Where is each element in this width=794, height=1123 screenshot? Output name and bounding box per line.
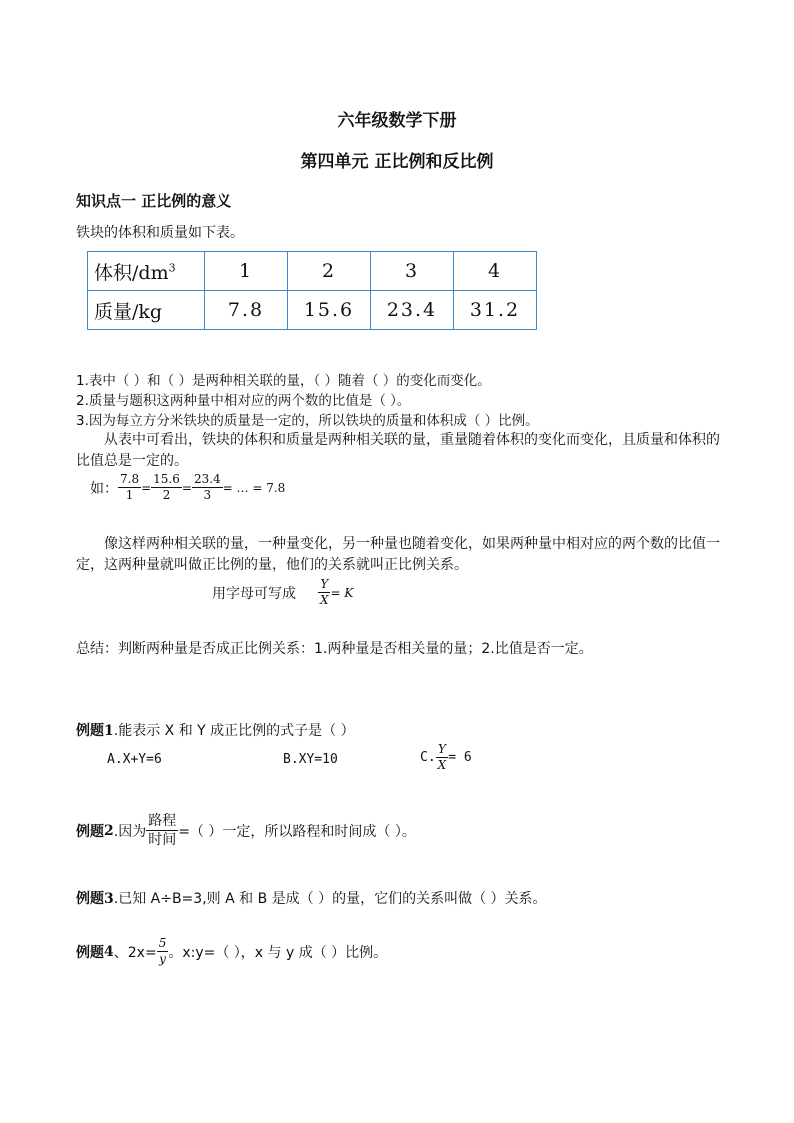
fraction: $\frac{7.8}{1}$	[120, 472, 140, 502]
summary-text: 总结：判断两种量是否成正比例关系：1.两种量是否相关量的量；2.比值是否一定。	[76, 641, 593, 657]
formula-rhs: = K	[330, 585, 354, 600]
formula-label: 用字母可写成	[212, 585, 296, 602]
intro-text: 铁块的体积和质量如下表。	[76, 225, 244, 241]
table-cell: 15.6	[288, 291, 371, 330]
table-cell: 7.8	[205, 291, 288, 330]
explanation-paragraph-2: 像这样两种相关联的量，一种量变化，另一种量也随着变化，如果两种量中相对应的两个数的比值一定，这两种量就叫做正比例的量，他们的关系就叫正比例关系。	[76, 536, 720, 573]
fraction: $\frac{15.6}{2}$	[153, 472, 180, 502]
table-row-mass	[88, 291, 537, 330]
fraction: $\frac{\text{路程}}{\text{时间}}$	[148, 813, 177, 848]
table-cell: 31.2	[454, 291, 537, 330]
option-a: A.X+Y=6	[107, 752, 162, 767]
iron-data-table	[87, 251, 537, 330]
fraction: $\frac{23.4}{3}$	[193, 472, 221, 502]
question-1: 1.表中（ ）和（ ）是两种相关联的量，（ ）随着（ ）的变化而变化。	[76, 373, 491, 389]
table-cell: 4	[454, 252, 537, 291]
example-4: 例题 4 、2x= $\frac{5}{y}$ 。x:y=（ ），x 与 y 成（ ）比例。	[76, 936, 388, 966]
fraction: $\frac{Y}{X}$	[437, 742, 447, 772]
example-1: 例题1.能表示 X 和 Y 成正比例的式子是（ ）	[76, 723, 355, 739]
formula-line	[212, 577, 353, 608]
table-cell: 2	[288, 252, 371, 291]
ratio-example	[90, 472, 285, 503]
option-c: C. $\frac{Y}{X}$ = 6	[420, 742, 472, 772]
equals-sign: =	[181, 480, 192, 495]
unit-title: 第四单元 正比例和反比例	[300, 152, 494, 172]
option-b: B.XY=10	[283, 752, 338, 767]
fraction: $\frac{5}{y}$	[158, 936, 167, 966]
table-row-volume	[88, 252, 537, 291]
table-cell: 1	[205, 252, 288, 291]
page-title: 六年级数学下册	[337, 111, 457, 131]
ratio-result: = … = 7.8	[222, 480, 286, 495]
explanation-paragraph-1: 从表中可看出，铁块的体积和质量是两种相关联的量，重量随着体积的变化而变化，且质量和体积的比值总是一定的。	[76, 432, 720, 469]
knowledge-point-heading: 知识点一 正比例的意义	[76, 192, 232, 210]
formula-fraction: $\frac{Y}{X}$	[320, 577, 329, 607]
table-cell: 3	[371, 252, 454, 291]
table-cell: 23.4	[371, 291, 454, 330]
example-2: 例题 2 .因为 $\frac{\text{路程}}{\text{时间}}$ =（ ）一定，所以路程和时间成（ ）。	[76, 813, 416, 848]
example-3: 例题3.已知 A÷B=3,则 A 和 B 是成（ ）的量，它们的关系叫做（ ）关系。	[76, 891, 547, 907]
question-3: 3.因为每立方分米铁块的质量是一定的，所以铁块的质量和体积成（ ）比例。	[76, 413, 539, 429]
row-label-mass: 质量/kg	[88, 291, 205, 330]
row-label-volume: 体积$/dm^3$	[88, 252, 205, 291]
equals-sign: =	[141, 480, 152, 495]
example-prefix: 如：	[90, 480, 118, 497]
question-2: 2.质量与题积这两种量中相对应的两个数的比值是（ ）。	[76, 393, 411, 409]
